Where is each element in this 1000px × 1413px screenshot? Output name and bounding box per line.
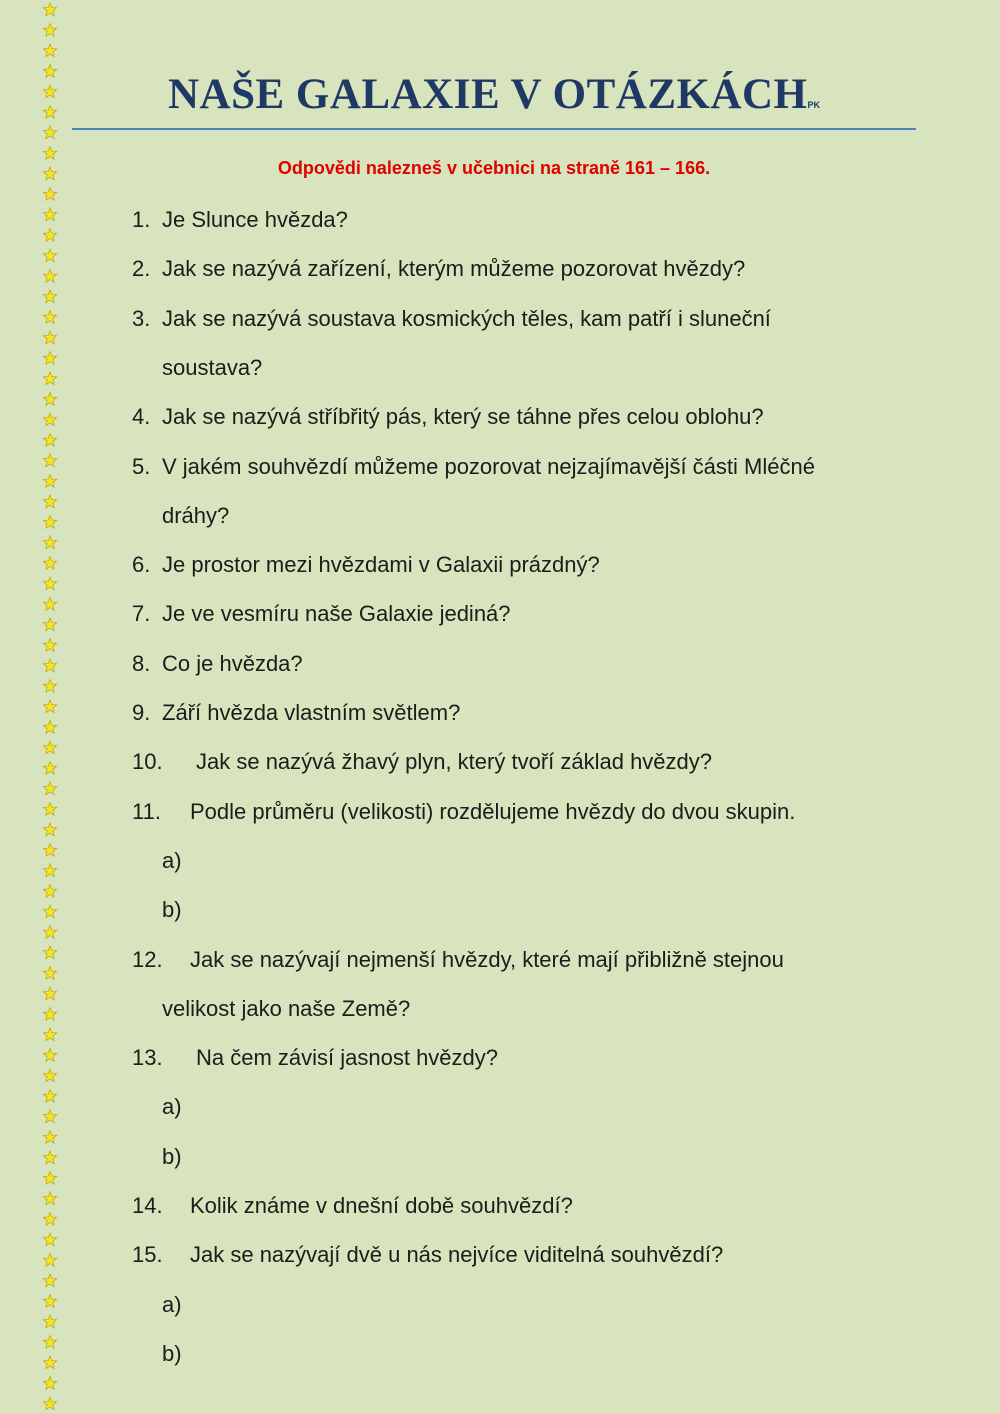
star-icon bbox=[43, 270, 56, 283]
star-icon bbox=[43, 229, 56, 242]
question-text: Je Slunce hvězda? bbox=[162, 207, 348, 232]
star-icon bbox=[43, 1008, 56, 1021]
question-number: 4. bbox=[132, 404, 151, 430]
star-icon bbox=[43, 1110, 56, 1123]
star-icon bbox=[43, 290, 56, 303]
star-icon bbox=[43, 946, 56, 959]
title-mark: PK bbox=[807, 100, 821, 110]
star-icon bbox=[43, 618, 56, 631]
star-icon bbox=[43, 967, 56, 980]
question-number: 10. bbox=[132, 749, 163, 775]
answer-line: b) bbox=[162, 1143, 182, 1169]
star-icon bbox=[43, 249, 56, 262]
star-icon bbox=[43, 987, 56, 1000]
instructions: Odpovědi nalezneš v učebnici na straně 161 – 166. bbox=[277, 158, 711, 178]
question-text: Září hvězda vlastním světlem? bbox=[162, 700, 461, 725]
answer-line: a) bbox=[162, 1291, 182, 1317]
star-icon bbox=[43, 598, 56, 611]
question-number: 8. bbox=[132, 650, 151, 676]
star-icon bbox=[43, 721, 56, 734]
star-icon bbox=[43, 1377, 56, 1390]
question-text: Jak se nazývají dvě u nás nejvíce viditelná souhvězdí? bbox=[190, 1242, 724, 1268]
question-text: Jak se nazývají nejmenší hvězdy, které mají přibližně stejnou bbox=[190, 946, 784, 972]
star-icon bbox=[43, 741, 56, 754]
star-icon bbox=[43, 823, 56, 836]
star-icon bbox=[43, 905, 56, 918]
star-icon bbox=[43, 1295, 56, 1308]
question-number: 14. bbox=[132, 1193, 163, 1218]
question-number: 11. bbox=[132, 798, 161, 824]
star-icon bbox=[43, 65, 56, 78]
question-number: 7. bbox=[132, 601, 151, 627]
star-icon bbox=[43, 864, 56, 877]
star-icon bbox=[43, 1233, 56, 1246]
title-divider bbox=[72, 128, 916, 130]
question-number: 13. bbox=[132, 1045, 163, 1071]
star-icon bbox=[43, 1049, 56, 1062]
question-text: Je prostor mezi hvězdami v Galaxii prázdný? bbox=[162, 552, 600, 578]
star-icon bbox=[43, 557, 56, 570]
star-icon bbox=[43, 1131, 56, 1144]
star-icon bbox=[43, 782, 56, 795]
star-icon bbox=[43, 1397, 56, 1410]
star-icon bbox=[43, 495, 56, 508]
page-title bbox=[72, 70, 916, 119]
star-icon bbox=[43, 1069, 56, 1082]
answer-line: soustava? bbox=[162, 354, 263, 380]
answer-line: a) bbox=[162, 847, 182, 873]
star-icon bbox=[43, 311, 56, 324]
star-icon bbox=[43, 372, 56, 385]
question-number: 3. bbox=[132, 305, 151, 331]
star-icon bbox=[43, 926, 56, 939]
star-icon bbox=[43, 1090, 56, 1103]
question-number: 2. bbox=[132, 256, 151, 282]
star-icon bbox=[43, 352, 56, 365]
answer-line: a) bbox=[162, 1094, 182, 1120]
star-icon bbox=[43, 1315, 56, 1328]
star-icon bbox=[43, 680, 56, 693]
title-text: NAŠE GALAXIE V OTÁZKÁCH bbox=[167, 71, 808, 118]
star-icon bbox=[43, 85, 56, 98]
star-icon bbox=[43, 577, 56, 590]
star-icon bbox=[43, 1151, 56, 1164]
star-icon bbox=[43, 434, 56, 447]
star-icon bbox=[43, 516, 56, 529]
star-icon bbox=[43, 700, 56, 713]
question-number: 5. bbox=[132, 453, 151, 479]
star-icon bbox=[43, 803, 56, 816]
star-icon bbox=[43, 475, 56, 488]
star-icon bbox=[43, 844, 56, 857]
star-icon bbox=[43, 1028, 56, 1041]
star-icon bbox=[43, 413, 56, 426]
star-icon bbox=[43, 454, 56, 467]
question-text: Co je hvězda? bbox=[162, 650, 303, 676]
star-icon bbox=[43, 1336, 56, 1349]
star-icon bbox=[43, 639, 56, 652]
star-icon bbox=[43, 1356, 56, 1369]
question-number: 1. bbox=[132, 207, 151, 232]
star-icon bbox=[43, 147, 56, 160]
star-icon bbox=[43, 659, 56, 672]
question-text: Podle průměru (velikosti) rozdělujeme hvězdy do dvou skupin. bbox=[190, 798, 796, 824]
star-icon bbox=[43, 393, 56, 406]
star-icon bbox=[43, 44, 56, 57]
star-icon bbox=[43, 106, 56, 119]
question-number: 12. bbox=[132, 946, 163, 972]
star-icon bbox=[43, 1172, 56, 1185]
answer-line: b) bbox=[162, 897, 182, 923]
question-text: Na čem závisí jasnost hvězdy? bbox=[196, 1045, 499, 1071]
star-icon bbox=[43, 1213, 56, 1226]
question-number: 15. bbox=[132, 1242, 163, 1268]
star-icon bbox=[43, 1254, 56, 1267]
question-number: 9. bbox=[132, 700, 151, 725]
question-text: V jakém souhvězdí můžeme pozorovat nejzajímavější části Mléčné bbox=[162, 453, 815, 479]
question-text: Je ve vesmíru naše Galaxie jediná? bbox=[162, 601, 511, 627]
answer-line: dráhy? bbox=[162, 502, 230, 528]
star-icon bbox=[43, 126, 56, 139]
star-icon bbox=[43, 885, 56, 898]
question-text: Jak se nazývá zařízení, kterým můžeme pozorovat hvězdy? bbox=[162, 256, 746, 282]
star-icon bbox=[43, 536, 56, 549]
star-icon bbox=[43, 208, 56, 221]
star-icon bbox=[43, 3, 56, 16]
question-text: Jak se nazývá soustava kosmických těles, kam patří i sluneční bbox=[162, 305, 771, 331]
question-text: Jak se nazývá žhavý plyn, který tvoří základ hvězdy? bbox=[196, 749, 713, 775]
star-icon bbox=[43, 762, 56, 775]
star-icon bbox=[43, 188, 56, 201]
star-border bbox=[38, 0, 62, 1413]
question-number: 6. bbox=[132, 552, 151, 578]
answer-line: b) bbox=[162, 1340, 182, 1366]
question-text: Jak se nazývá stříbřitý pás, který se táhne přes celou oblohu? bbox=[162, 404, 764, 430]
star-icon bbox=[43, 24, 56, 37]
answer-line: velikost jako naše Země? bbox=[162, 995, 411, 1021]
star-icon bbox=[43, 1274, 56, 1287]
star-icon bbox=[43, 167, 56, 180]
star-icon bbox=[43, 331, 56, 344]
question-text: Kolik známe v dnešní době souhvězdí? bbox=[190, 1193, 573, 1218]
star-icon bbox=[43, 1192, 56, 1205]
